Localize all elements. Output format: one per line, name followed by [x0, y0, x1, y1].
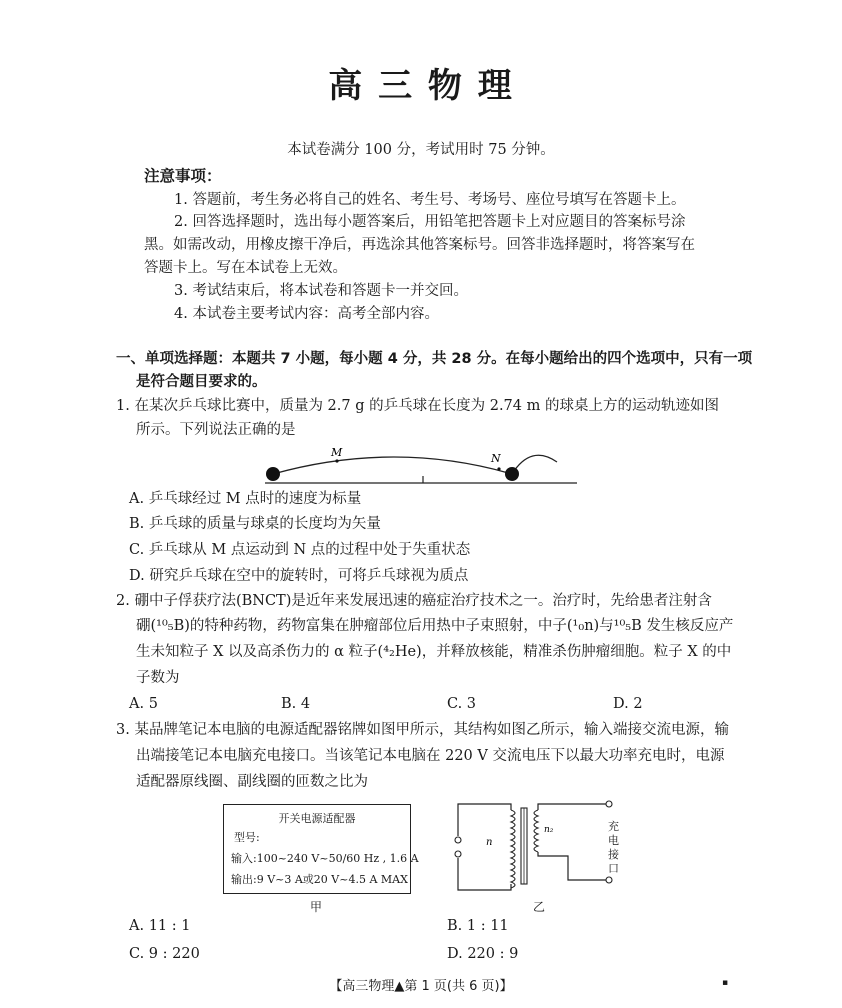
- caption-yi: 乙: [533, 900, 546, 914]
- option: C. 3: [447, 696, 477, 712]
- option: D. 研究乒乓球在空中的旋转时，可将乒乓球视为质点: [129, 568, 469, 584]
- point-n: [497, 467, 500, 470]
- option: A. 5: [129, 696, 158, 712]
- option: B. 1 : 11: [447, 918, 509, 934]
- notice-line: 3. 考试结束后，将本试卷和答题卡一并交回。: [174, 283, 468, 299]
- section-heading: 一、单项选择题：本题共 7 小题，每小题 4 分，共 28 分。在每小题给出的四个选项中，只有一项: [116, 351, 753, 367]
- input-terminal-top: [455, 837, 461, 843]
- page-footer: 【高三物理▲第 1 页(共 6 页)】: [329, 979, 513, 994]
- question-stem: 生未知粒子 X 以及高杀伤力的 α 粒子(⁴₂He)，并释放核能，精准杀伤肿瘤细胞。粒子 X 的中: [136, 644, 732, 660]
- caption-jia: 甲: [310, 900, 323, 914]
- option: A. 乒乓球经过 M 点时的速度为标量: [129, 491, 362, 507]
- secondary-coil: [534, 810, 538, 852]
- option: C. 乒乓球从 M 点运动到 N 点的过程中处于失重状态: [129, 542, 471, 558]
- label-n1: n: [486, 837, 493, 848]
- plate-title: 开关电源适配器: [278, 812, 356, 825]
- exam-info: 本试卷满分 100 分，考试用时 75 分钟。: [287, 142, 555, 158]
- notice-heading: 注意事项：: [144, 167, 222, 185]
- label-n2: n₂: [544, 825, 554, 835]
- adapter-nameplate: [223, 804, 419, 894]
- ball-start: [266, 467, 280, 481]
- label-m: M: [331, 446, 343, 459]
- question-stem: 出端接笔记本电脑充电接口。当该笔记本电脑在 220 V 交流电压下以最大功率充电时，电源: [136, 748, 725, 764]
- trajectory-curve: [273, 457, 512, 474]
- point-m: [335, 459, 338, 462]
- notice-line: 黑。如需改动，用橡皮擦干净后，再选涂其他答案标号。回答非选择题时，将答案写在: [144, 237, 695, 253]
- pingpong-trajectory-figure: [255, 440, 585, 490]
- plate-input: 输入:100~240 V~50/60 Hz , 1.6 A: [231, 852, 419, 865]
- notice-line: 答题卡上。写在本试卷上无效。: [144, 260, 347, 276]
- label-n: N: [491, 452, 501, 465]
- primary-coil: [511, 810, 515, 888]
- notice-line: 4. 本试卷主要考试内容：高考全部内容。: [174, 306, 439, 322]
- option: B. 4: [281, 696, 311, 712]
- plate-output: 输出:9 V~3 A或20 V~4.5 A MAX: [231, 873, 408, 886]
- question-stem: 所示。下列说法正确的是: [136, 422, 296, 438]
- primary-wire-bottom: [458, 858, 511, 890]
- footer-code: ▪: [722, 978, 729, 988]
- charge-port-label: 充电接口: [608, 820, 619, 875]
- option: A. 11 : 1: [129, 918, 191, 934]
- option: D. 2: [613, 696, 643, 712]
- question-stem: 3. 某品牌笔记本电脑的电源适配器铭牌如图甲所示，其结构如图乙所示，输入端接交流电源，输: [116, 722, 729, 738]
- primary-wire-top: [458, 804, 511, 836]
- output-terminal-bottom: [606, 877, 612, 883]
- secondary-wire-bottom: [538, 852, 606, 880]
- question-stem: 2. 硼中子俘获疗法(BNCT)是近年来发展迅速的癌症治疗技术之一。治疗时，先给患者注射含: [116, 593, 712, 609]
- question-stem: 适配器原线圈、副线圈的匝数之比为: [136, 774, 368, 790]
- plate-model: 型号:: [234, 831, 260, 844]
- ball-end: [505, 467, 519, 481]
- question-stem: 1. 在某次乒乓球比赛中，质量为 2.7 g 的乒乓球在长度为 2.74 m 的球桌上方的运动轨迹如图: [116, 398, 719, 414]
- option: B. 乒乓球的质量与球桌的长度均为矢量: [129, 516, 381, 532]
- section-heading: 是符合题目要求的。: [136, 374, 267, 390]
- question-stem: 硼(¹⁰₅B)的特种药物，药物富集在肿瘤部位后用热中子束照射，中子(¹₀n)与¹⁰₅B 发生核反应产: [136, 618, 734, 634]
- question-stem: 子数为: [136, 670, 180, 686]
- secondary-wire-top: [538, 804, 606, 810]
- option: C. 9 : 220: [129, 946, 200, 962]
- notice-line: 1. 答题前，考生务必将自己的姓名、考生号、考场号、座位号填写在答题卡上。: [174, 192, 686, 208]
- input-terminal-bottom: [455, 851, 461, 857]
- output-terminal-top: [606, 801, 612, 807]
- option: D. 220 : 9: [447, 946, 519, 962]
- notice-line: 2. 回答选择题时，选出每小题答案后，用铅笔把答题卡上对应题目的答案标号涂: [174, 214, 686, 230]
- bounce-curve: [512, 455, 557, 474]
- page-title: 高 三 物 理: [328, 66, 514, 106]
